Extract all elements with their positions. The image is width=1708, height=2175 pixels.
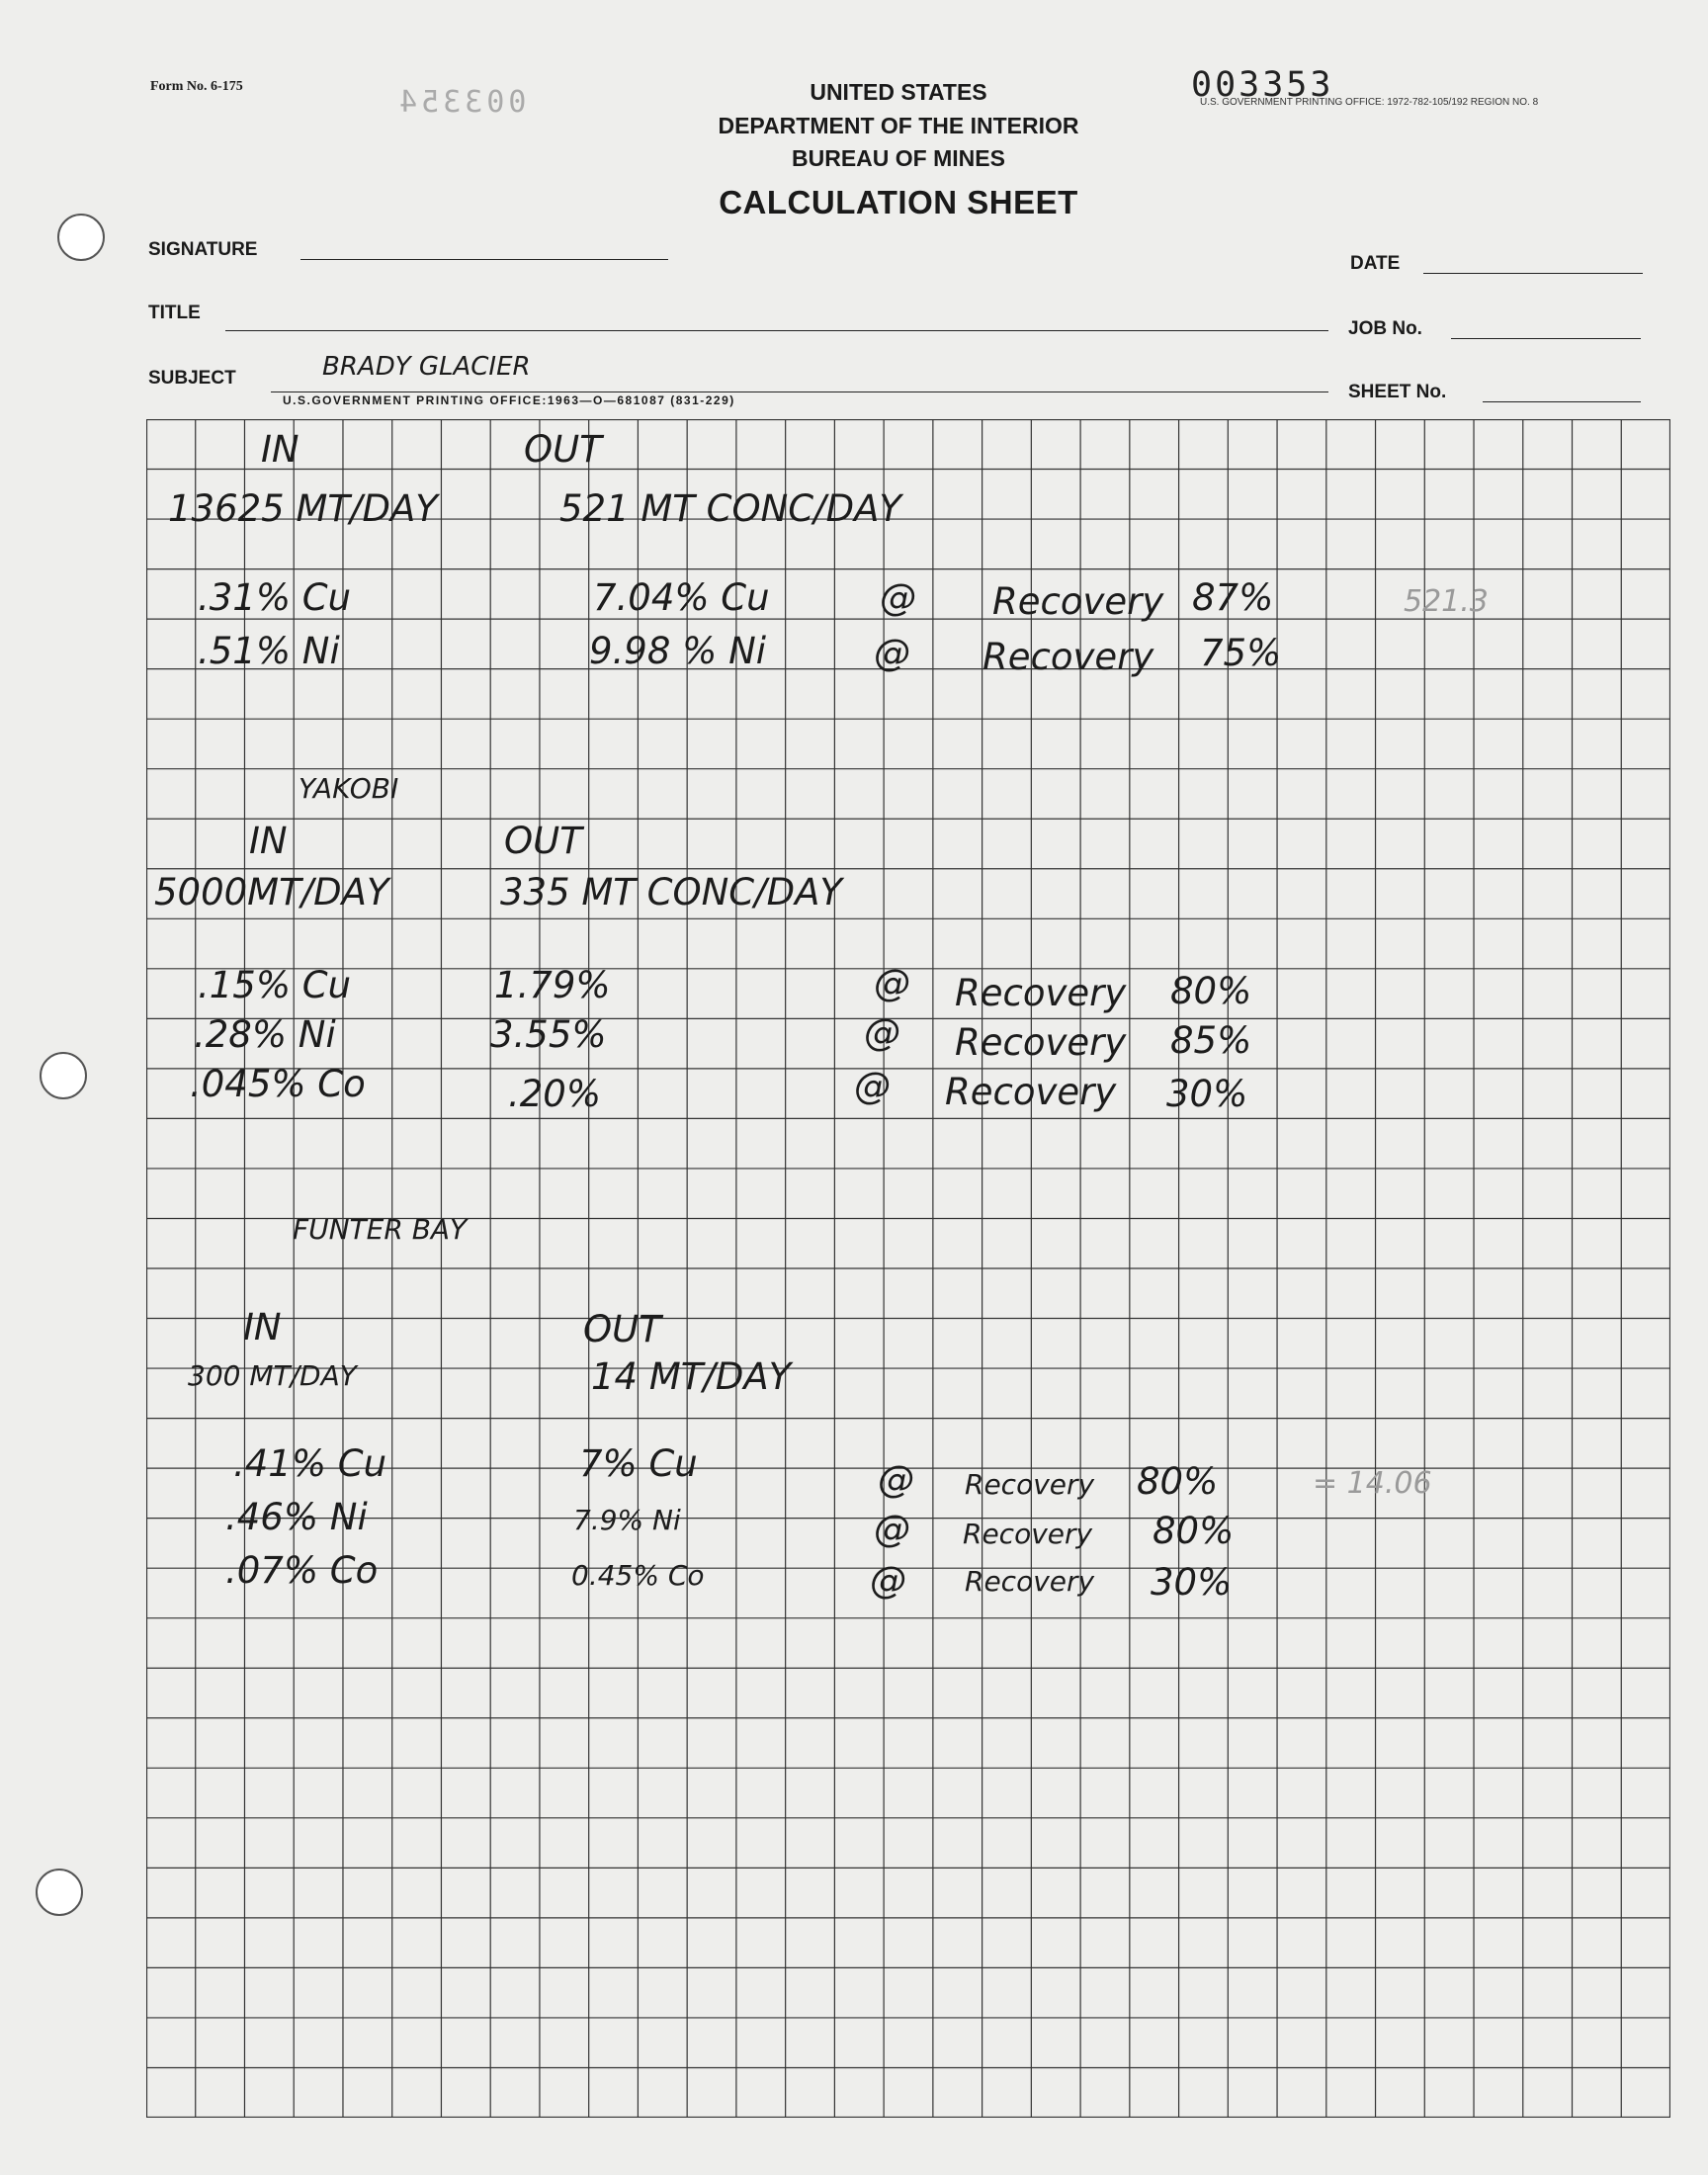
- yakobi-conc-cu: 1.79%: [494, 964, 611, 1006]
- brady-at-cu: @: [880, 576, 916, 619]
- yakobi-pct-cu: 80%: [1170, 970, 1252, 1012]
- agency-line-2: DEPARTMENT OF THE INTERIOR: [718, 113, 1079, 138]
- title-line: [225, 330, 1328, 331]
- yakobi-at-cu: @: [874, 962, 910, 1004]
- agency-line-1: UNITED STATES: [810, 79, 987, 105]
- funter-recovery-co: Recovery: [965, 1565, 1095, 1598]
- sheet-line: [1483, 401, 1641, 402]
- signature-line: [300, 259, 668, 260]
- brady-at-ni: @: [874, 632, 910, 674]
- funter-pct-co: 30%: [1151, 1561, 1233, 1604]
- funter-recovery-cu: Recovery: [965, 1468, 1095, 1501]
- brady-in-label: IN: [261, 428, 299, 471]
- yakobi-at-co: @: [854, 1065, 891, 1107]
- yakobi-in-rate: 5000MT/DAY: [154, 871, 389, 914]
- sheet-title: CALCULATION SHEET: [719, 184, 1078, 220]
- yakobi-out-label: OUT: [504, 820, 582, 862]
- funter-side-note: = 14.06: [1313, 1466, 1432, 1501]
- brady-feed-ni: .51% Ni: [198, 630, 340, 672]
- yakobi-feed-ni: .28% Ni: [194, 1013, 336, 1056]
- stamp-number-faint: 003354: [395, 85, 527, 120]
- funter-conc-co: 0.45% Co: [571, 1559, 705, 1592]
- yakobi-pct-ni: 85%: [1170, 1019, 1252, 1062]
- funter-at-ni: @: [874, 1508, 910, 1550]
- yakobi-recovery-ni: Recovery: [955, 1021, 1127, 1064]
- yakobi-in-label: IN: [249, 820, 288, 862]
- yakobi-name: YAKOBI: [299, 772, 399, 805]
- job-label: JOB No.: [1348, 318, 1422, 339]
- funter-feed-ni: .46% Ni: [225, 1496, 368, 1538]
- binder-hole-middle: [40, 1052, 87, 1099]
- funter-conc-cu: 7% Cu: [579, 1442, 698, 1485]
- subject-label: SUBJECT: [148, 368, 236, 389]
- stamp-number: 003353: [1191, 65, 1334, 105]
- funter-pct-ni: 80%: [1153, 1510, 1235, 1552]
- yakobi-feed-cu: .15% Cu: [198, 964, 352, 1006]
- brady-out-rate: 521 MT CONC/DAY: [559, 487, 902, 530]
- binder-hole-bottom: [36, 1869, 83, 1916]
- brady-pct-cu: 87%: [1192, 576, 1274, 619]
- funter-in-rate: 300 MT/DAY: [188, 1359, 357, 1392]
- funter-out-rate: 14 MT/DAY: [591, 1355, 792, 1398]
- yakobi-conc-ni: 3.55%: [490, 1013, 607, 1056]
- form-number: Form No. 6-175: [150, 79, 243, 94]
- date-line: [1423, 273, 1643, 274]
- funter-at-cu: @: [878, 1458, 914, 1501]
- subject-value: BRADY GLACIER: [322, 352, 531, 382]
- funter-in-label: IN: [243, 1306, 282, 1348]
- signature-label: SIGNATURE: [148, 239, 258, 260]
- yakobi-at-ni: @: [864, 1011, 900, 1054]
- brady-pct-ni: 75%: [1200, 632, 1282, 674]
- yakobi-feed-co: .045% Co: [190, 1063, 366, 1105]
- sheet-label: SHEET No.: [1348, 382, 1447, 402]
- brady-side-note: 521.3: [1404, 584, 1489, 619]
- title-label: TITLE: [148, 303, 201, 323]
- funter-name: FUNTER BAY: [293, 1213, 468, 1246]
- agency-line-3: BUREAU OF MINES: [792, 145, 1005, 171]
- binder-hole-top: [57, 214, 105, 261]
- yakobi-conc-co: .20%: [508, 1073, 601, 1115]
- funter-feed-cu: .41% Cu: [233, 1442, 387, 1485]
- brady-feed-cu: .31% Cu: [198, 576, 352, 619]
- funter-feed-co: .07% Co: [225, 1549, 379, 1592]
- yakobi-recovery-co: Recovery: [945, 1071, 1117, 1113]
- yakobi-out-rate: 335 MT CONC/DAY: [500, 871, 843, 914]
- brady-conc-cu: 7.04% Cu: [593, 576, 770, 619]
- brady-conc-ni: 9.98 % Ni: [589, 630, 767, 672]
- gpo-top-note: U.S. GOVERNMENT PRINTING OFFICE: 1972-782-105/192 REGION NO. 8: [1200, 97, 1539, 108]
- yakobi-recovery-cu: Recovery: [955, 972, 1127, 1014]
- funter-conc-ni: 7.9% Ni: [573, 1504, 681, 1536]
- brady-in-rate: 13625 MT/DAY: [168, 487, 438, 530]
- funter-pct-cu: 80%: [1137, 1460, 1219, 1503]
- funter-out-label: OUT: [583, 1308, 661, 1350]
- funter-recovery-ni: Recovery: [963, 1518, 1093, 1550]
- gpo-print-line: U.S.GOVERNMENT PRINTING OFFICE:1963—O—681087 (831-229): [283, 393, 735, 407]
- funter-at-co: @: [870, 1559, 906, 1602]
- brady-out-label: OUT: [524, 428, 602, 471]
- yakobi-pct-co: 30%: [1166, 1073, 1248, 1115]
- job-line: [1451, 338, 1641, 339]
- brady-recovery-cu: Recovery: [992, 580, 1164, 623]
- date-label: DATE: [1350, 253, 1401, 274]
- brady-recovery-ni: Recovery: [982, 636, 1154, 678]
